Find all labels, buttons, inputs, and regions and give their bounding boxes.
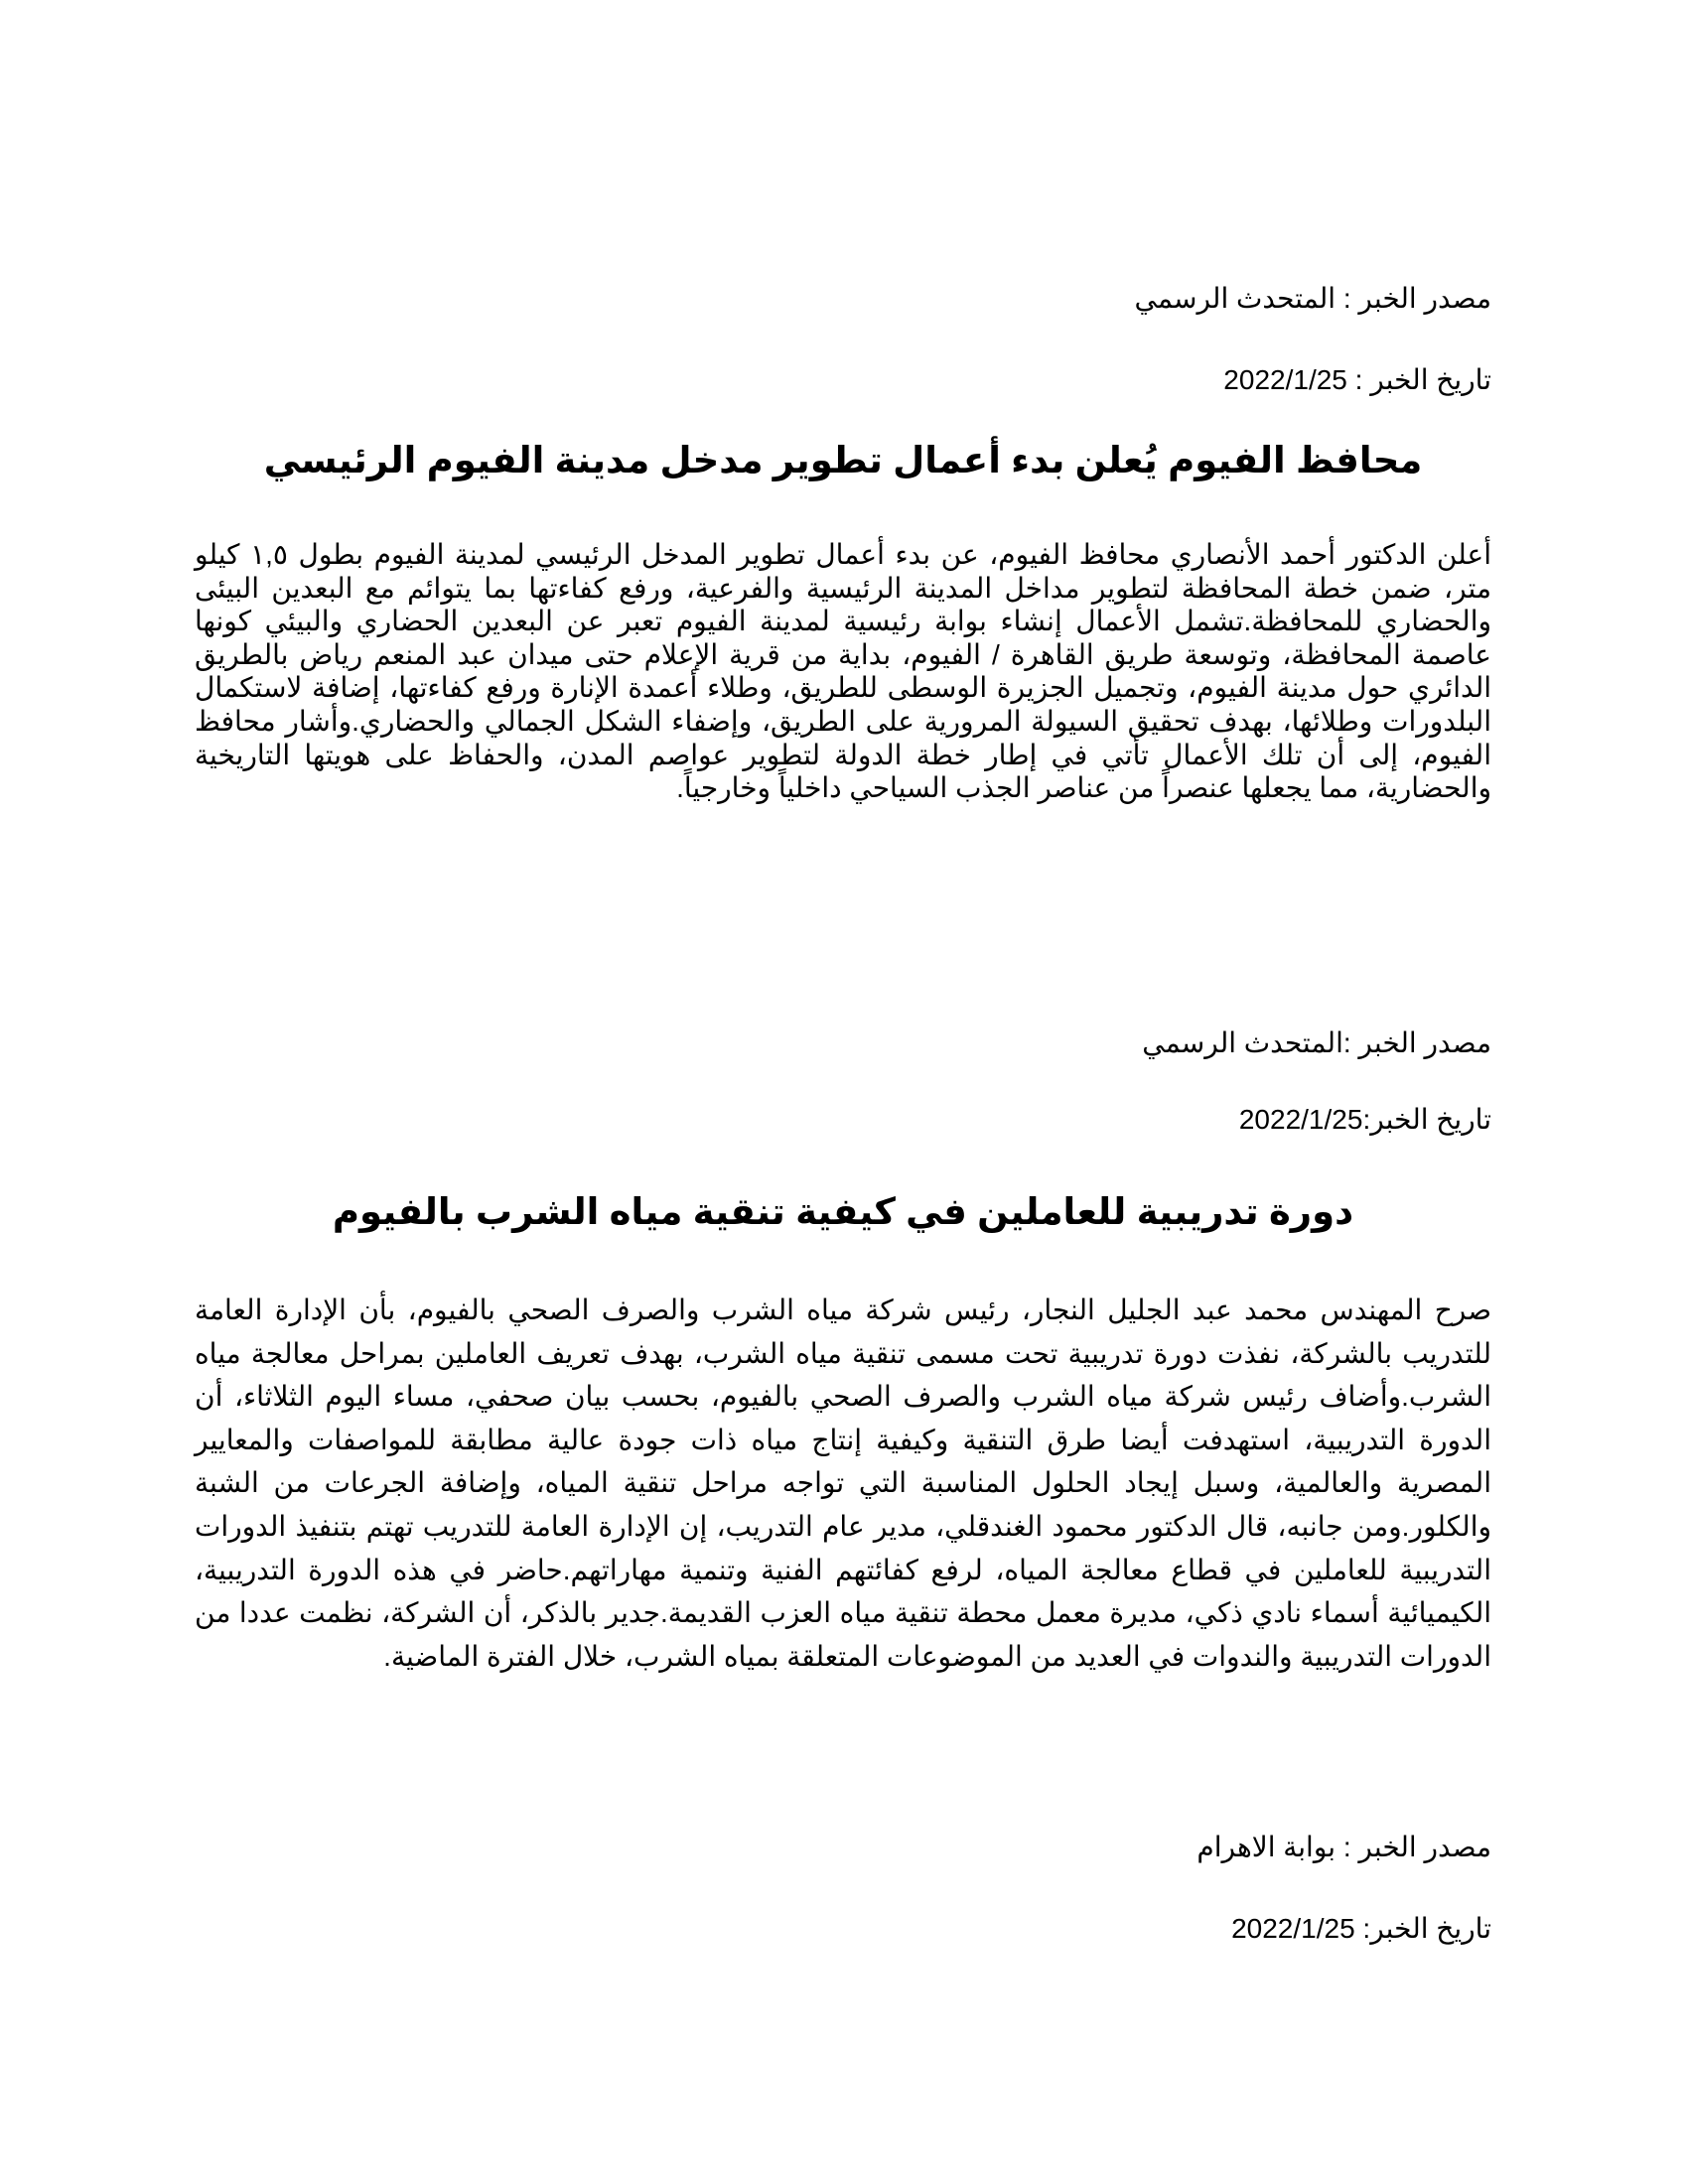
article-1-title: محافظ الفيوم يُعلن بدء أعمال تطوير مدخل مدينة الفيوم الرئيسي	[263, 440, 1423, 480]
article-3-date-value: 2022/1/25	[1231, 1913, 1355, 1944]
article-1-date-label: تاريخ الخبر :	[1346, 364, 1491, 395]
article-3-date	[195, 1911, 1491, 1947]
article-2-title: دورة تدريبية للعاملين في كيفية تنقية مياه الشرب بالفيوم	[332, 1191, 1354, 1232]
article-3-source: مصدر الخبر : بوابة الاهرام	[1196, 1832, 1491, 1862]
article-2-body: صرح المهندس محمد عبد الجليل النجار، رئيس شركة مياه الشرب والصرف الصحي بالفيوم، بأن الإدارة العامة للتدريب بالشركة، نفذت دورة تدريبية تحت مسمى تنقية مياه الشرب، بهدف تعريف العاملين بمراحل معالجة مياه الشرب.وأضاف رئيس شركة مياه الشرب والصرف الصحي بالفيوم، بحسب بيان صحفي، مساء اليوم الثلاثاء، أن الدورة التدريبية، استهدفت أيضا طرق التنقية وكيفية إنتاج مياه ذات جودة عالية مطابقة للمواصفات والمعايير المصرية والعالمية، وسبل إيجاد الحلول المناسبة التي تواجه مراحل تنقية المياه، وإضافة الجرعات من الشبة والكلور.ومن جانبه، قال الدكتور محمود الغندقلي، مدير عام التدريب، إن الإدارة العامة للتدريب تهتم بتنفيذ الدورات التدريبية للعاملين في قطاع معالجة المياه، لرفع كفائتهم الفنية وتنمية مهاراتهم.حاضر في هذه الدورة التدريبية، الكيميائية أسماء نادي ذكي، مديرة معمل محطة تنقية مياه العزب القديمة.جدير بالذكر، أن الشركة، نظمت عددا من الدورات التدريبية والندوات في العديد من الموضوعات المتعلقة بمياه الشرب، خلال الفترة الماضية.	[195, 1295, 1491, 1672]
article-2-date-label: تاريخ الخبر:	[1362, 1104, 1491, 1135]
article-2-date	[195, 1102, 1491, 1138]
article-2-date-value: 2022/1/25	[1238, 1104, 1363, 1135]
article-1-date	[195, 362, 1491, 398]
article-1-source: مصدر الخبر : المتحدث الرسمي	[1134, 283, 1491, 314]
article-3-date-label: تاريخ الخبر:	[1354, 1913, 1491, 1944]
article-2-source: مصدر الخبر :المتحدث الرسمي	[1142, 1027, 1491, 1058]
article-1-date-value: 2022/1/25	[1223, 364, 1347, 395]
article-1-body: أعلن الدكتور أحمد الأنصاري محافظ الفيوم، عن بدء أعمال تطوير المدخل الرئيسي لمدينة الفيوم بطول ١,٥ كيلو متر، ضمن خطة المحافظة لتطوير مداخل المدينة الرئيسية والفرعية، ورفع كفاءتها بما يتوائم مع البعدين البيئى والحضاري للمحافظة.تشمل الأعمال إنشاء بوابة رئيسية لمدينة الفيوم تعبر عن البعدين الحضاري والبيئي كونها عاصمة المحافظة، وتوسعة طريق القاهرة / الفيوم، بداية من قرية الإعلام حتى ميدان عبد المنعم رياض بالطريق الدائري حول مدينة الفيوم، وتجميل الجزيرة الوسطى للطريق، وطلاء أعمدة الإنارة ورفع كفاءتها، إضافة لاستكمال البلدورات وطلائها، بهدف تحقيق السيولة المرورية على الطريق، وإضفاء الشكل الجمالي والحضاري.وأشار محافظ الفيوم، إلى أن تلك الأعمال تأتي في إطار خطة الدولة لتطوير عواصم المدن، والحفاظ على هويتها التاريخية والحضارية، مما يجعلها عنصراً من عناصر الجذب السياحي داخلياً وخارجياً.	[195, 539, 1491, 804]
